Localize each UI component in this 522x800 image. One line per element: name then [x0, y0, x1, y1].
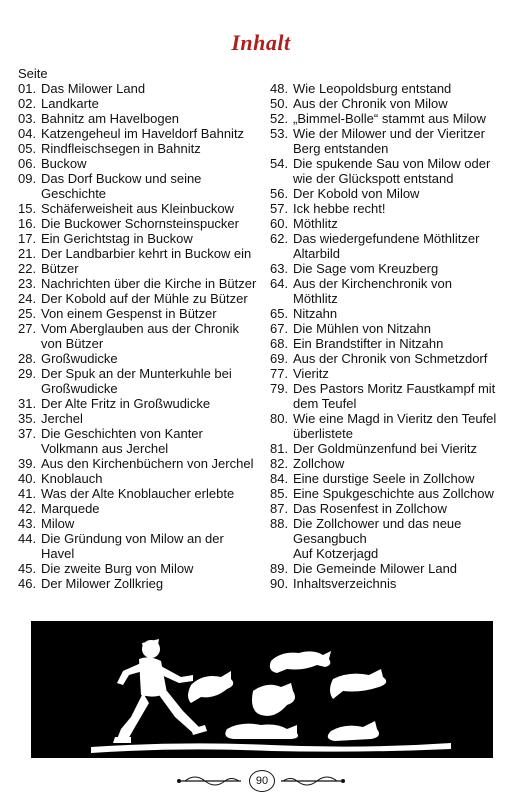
toc-entry-title [293, 321, 510, 336]
toc-entry-title [41, 576, 258, 591]
toc-entry [18, 156, 258, 171]
page-number: 90 [249, 770, 275, 792]
toc-entry [270, 366, 510, 381]
toc-entry-title [293, 156, 510, 186]
toc-entry [18, 171, 258, 201]
toc-entry [270, 516, 510, 561]
toc-entry-page: 04. [18, 126, 37, 141]
toc-entry [270, 486, 510, 501]
toc-entry [270, 156, 510, 186]
toc-entry-title [293, 111, 510, 126]
toc-entry-title-line: Inhaltsverzeichnis [293, 576, 397, 591]
toc-entry-title-line: Wie Leopoldsburg entstand [293, 81, 452, 96]
toc-entry-page: 24. [18, 291, 37, 306]
toc-entry [270, 231, 510, 261]
toc-entry [270, 501, 510, 516]
toc-entry-title-line: Der Alte Fritz in Großwudicke [41, 396, 211, 411]
illustration [31, 621, 493, 758]
toc-entry [270, 351, 510, 366]
toc-entry [18, 81, 258, 96]
toc-entry-title [41, 276, 258, 291]
toc-entry-title-line: Des Pastors Moritz Faustkampf mit [293, 381, 496, 396]
toc-entry-title-line: Aus den Kirchenbüchern von Jerchel [41, 456, 254, 471]
toc-entry-page: 85. [270, 486, 289, 501]
toc-entry-title-line: Der Milower Zollkrieg [41, 576, 164, 591]
toc-entry-title [41, 81, 258, 96]
toc-entry-page: 21. [18, 246, 37, 261]
toc-entry-title-line: Die Mühlen von Nitzahn [293, 321, 432, 336]
toc-entry [270, 561, 510, 576]
toc-entry-page: 77. [270, 366, 289, 381]
toc-entry-title-line: Aus der Chronik von Schmetzdorf [293, 351, 488, 366]
toc-entry-title [293, 81, 510, 96]
toc-entry-page: 89. [270, 561, 289, 576]
toc-entry-page: 54. [270, 156, 289, 171]
toc-entry-page: 81. [270, 441, 289, 456]
toc-entry-title-line: Die spukende Sau von Milow oder [293, 156, 491, 171]
toc-entry-page: 28. [18, 351, 37, 366]
toc-entry-title-line: Jerchel [41, 411, 83, 426]
toc-entry [18, 201, 258, 216]
toc-entry-title [41, 156, 258, 171]
toc-entry-title-line: Geschichte [41, 186, 107, 201]
toc-entry-title [293, 306, 510, 321]
toc-entry-title-line: Wie der Milower und der Vieritzer [293, 126, 485, 141]
toc-entry [18, 291, 258, 306]
toc-entry-title-line: Die Buckower Schornsteinspucker [41, 216, 239, 231]
toc-entry-title [293, 186, 510, 201]
toc-entry-page: 41. [18, 486, 37, 501]
toc-entry [270, 201, 510, 216]
toc-entry-title [293, 126, 510, 156]
toc-entry-page: 22. [18, 261, 37, 276]
toc-entry [270, 261, 510, 276]
toc-entry-title-line: Altarbild [293, 246, 340, 261]
toc-entry-title [41, 201, 258, 216]
toc-entry [18, 261, 258, 276]
toc-entry-title [293, 441, 510, 456]
toc-entry [18, 576, 258, 591]
toc-entry-title [293, 501, 510, 516]
toc-entry-title [41, 96, 258, 111]
toc-entry-title [293, 231, 510, 261]
toc-entry-page: 31. [18, 396, 37, 411]
toc-entry [18, 531, 258, 561]
toc-entry-title-line: Das Milower Land [41, 81, 146, 96]
toc-entry-title [41, 411, 258, 426]
toc-entry [270, 126, 510, 156]
toc-entry [18, 516, 258, 531]
toc-entry-title-line: Rindfleischsegen in Bahnitz [41, 141, 201, 156]
toc-entry-page: 01. [18, 81, 37, 96]
toc-entry [18, 501, 258, 516]
toc-entry-title [293, 366, 510, 381]
toc-entry-page: 39. [18, 456, 37, 471]
toc-entry [18, 411, 258, 426]
toc-entry-title-line: Das Rosenfest in Zollchow [293, 501, 447, 516]
toc-entry-page: 62. [270, 231, 289, 246]
toc-entry-page: 06. [18, 156, 37, 171]
toc-entry-title-line: Das Dorf Buckow und seine [41, 171, 202, 186]
toc-entry-title-line: Auf Kotzerjagd [293, 546, 379, 561]
toc-entry-title [293, 516, 510, 561]
toc-entry-title-line: Aus der Chronik von Milow [293, 96, 448, 111]
toc-entry-title-line: „Bimmel-Bolle“ stammt aus Milow [293, 111, 486, 126]
toc-entry-title-line: Die Zollchower und das neue [293, 516, 462, 531]
toc-entry [18, 111, 258, 126]
toc-entry-title-line: Das wiedergefundene Möthlitzer [293, 231, 480, 246]
toc-entry [270, 471, 510, 486]
toc-entry-title-line: von Bützer [41, 336, 104, 351]
seite-label: Seite [18, 66, 48, 81]
toc-entry-page: 64. [270, 276, 289, 291]
toc-entry-title-line: Vieritz [293, 366, 329, 381]
toc-entry-page: 79. [270, 381, 289, 396]
toc-entry-page: 67. [270, 321, 289, 336]
toc-entry-title-line: Bützer [41, 261, 79, 276]
toc-entry-title [293, 411, 510, 441]
toc-entry-page: 27. [18, 321, 37, 336]
toc-entry-title-line: Der Spuk an der Munterkuhle bei [41, 366, 232, 381]
toc-entry-page: 90. [270, 576, 289, 591]
toc-entry-title [293, 261, 510, 276]
toc-entry-page: 53. [270, 126, 289, 141]
toc-entry-title [41, 531, 258, 561]
toc-entry-title-line: Milow [41, 516, 75, 531]
toc-entry-page: 48. [270, 81, 289, 96]
toc-entry [270, 306, 510, 321]
toc-entry-title-line: Ein Brandstifter in Nitzahn [293, 336, 444, 351]
toc-entry-title [41, 426, 258, 456]
toc-entry-title-line: Nachrichten über die Kirche in Bützer [41, 276, 257, 291]
toc-entry-title-line: Möthlitz [293, 216, 338, 231]
toc-entry-title-line: Die zweite Burg von Milow [41, 561, 194, 576]
toc-entry [18, 141, 258, 156]
toc-entry-title-line: Die Geschichten von Kanter [41, 426, 203, 441]
toc-entry [18, 561, 258, 576]
toc-entry [18, 471, 258, 486]
toc-entry [18, 306, 258, 321]
toc-column-right [270, 81, 510, 591]
toc-entry-page: 56. [270, 186, 289, 201]
toc-entry [18, 96, 258, 111]
toc-entry [270, 111, 510, 126]
toc-entry-title-line: dem Teufel [293, 396, 357, 411]
toc-entry [18, 456, 258, 471]
toc-entry-page: 50. [270, 96, 289, 111]
page-footer-ornament [175, 770, 347, 792]
toc-entry [270, 456, 510, 471]
toc-entry-title-line: Eine durstige Seele in Zollchow [293, 471, 475, 486]
toc-entry-title-line: Vom Aberglauben aus der Chronik [41, 321, 240, 336]
toc-entry-page: 84. [270, 471, 289, 486]
cat-icon [188, 651, 386, 741]
toc-entry [18, 426, 258, 456]
toc-entry-title [41, 321, 258, 351]
toc-entry-title-line: Möthlitz [293, 291, 338, 306]
toc-entry-title-line: Eine Spukgeschichte aus Zollchow [293, 486, 494, 501]
toc-entry-title [41, 141, 258, 156]
toc-entry-title [41, 456, 258, 471]
toc-entry [270, 381, 510, 411]
toc-entry-title-line: Großwudicke [41, 381, 118, 396]
toc-entry [18, 321, 258, 351]
toc-entry-title-line: Der Kobold auf der Mühle zu Bützer [41, 291, 248, 306]
toc-entry-page: 43. [18, 516, 37, 531]
toc-entry-title [293, 216, 510, 231]
toc-entry-title-line: Die Gemeinde Milower Land [293, 561, 458, 576]
toc-entry-page: 23. [18, 276, 37, 291]
toc-entry-title [41, 366, 258, 396]
toc-entry-title [41, 111, 258, 126]
toc-entry-page: 65. [270, 306, 289, 321]
toc-entry-title-line: Volkmann aus Jerchel [41, 441, 169, 456]
toc-entry-title [293, 201, 510, 216]
toc-entry-title [41, 306, 258, 321]
toc-entry-title [41, 396, 258, 411]
toc-entry-page: 46. [18, 576, 37, 591]
toc-entry-title-line: Havel [41, 546, 75, 561]
toc-entry-page: 63. [270, 261, 289, 276]
toc-entry-title-line: Nitzahn [293, 306, 338, 321]
toc-entry-title [41, 516, 258, 531]
toc-entry-title-line: Wie eine Magd in Vieritz den Teufel [293, 411, 497, 426]
toc-entry-title-line: Knoblauch [41, 471, 103, 486]
toc-entry [18, 486, 258, 501]
toc-entry-page: 35. [18, 411, 37, 426]
toc-entry [18, 231, 258, 246]
toc-entry-title [41, 351, 258, 366]
toc-entry-page: 88. [270, 516, 289, 531]
toc-entry-title [41, 501, 258, 516]
toc-entry-page: 37. [18, 426, 37, 441]
toc-entry-page: 29. [18, 366, 37, 381]
toc-entry-page: 80. [270, 411, 289, 426]
toc-entry-title [41, 231, 258, 246]
toc-entry [270, 216, 510, 231]
toc-entry-title-line: Bahnitz am Havelbogen [41, 111, 180, 126]
toc-entry-page: 15. [18, 201, 37, 216]
toc-entry-title-line: Marquede [41, 501, 100, 516]
toc-entry-title-line: wie der Glückspott entstand [293, 171, 454, 186]
toc-entry-title-line: Was der Alte Knoblaucher erlebte [41, 486, 235, 501]
toc-entry-title [293, 276, 510, 306]
toc-entry-title [41, 261, 258, 276]
toc-entry [18, 246, 258, 261]
toc-entry-title [293, 486, 510, 501]
toc-entry-page: 40. [18, 471, 37, 486]
toc-entry-title [41, 471, 258, 486]
toc-entry [270, 576, 510, 591]
toc-entry [270, 81, 510, 96]
toc-entry-page: 87. [270, 501, 289, 516]
toc-entry-page: 16. [18, 216, 37, 231]
toc-entry-title [293, 336, 510, 351]
toc-entry-title-line: Die Gründung von Milow an der [41, 531, 224, 546]
toc-entry-title-line: Die Sage vom Kreuzberg [293, 261, 439, 276]
toc-entry-title-line: Großwudicke [41, 351, 118, 366]
toc-entry-page: 57. [270, 201, 289, 216]
toc-entry-title [293, 96, 510, 111]
toc-entry [18, 126, 258, 141]
toc-entry-page: 60. [270, 216, 289, 231]
toc-entry-title-line: Berg entstanden [293, 141, 389, 156]
toc-entry-title-line: Buckow [41, 156, 87, 171]
toc-entry-page: 44. [18, 531, 37, 546]
toc-entry-title-line: Von einem Gespenst in Bützer [41, 306, 217, 321]
toc-entry-page: 03. [18, 111, 37, 126]
toc-entry [270, 186, 510, 201]
toc-entry [270, 441, 510, 456]
toc-entry-title [41, 126, 258, 141]
toc-entry-title-line: überlistete [293, 426, 353, 441]
toc-entry-title-line: Der Landbarbier kehrt in Buckow ein [41, 246, 252, 261]
toc-entry [270, 336, 510, 351]
toc-entry-title [293, 471, 510, 486]
toc-entry [270, 411, 510, 441]
toc-entry-page: 45. [18, 561, 37, 576]
toc-entry-title [293, 381, 510, 411]
toc-entry-page: 09. [18, 171, 37, 186]
toc-entry-title-line: Aus der Kirchenchronik von [293, 276, 452, 291]
toc-entry [18, 276, 258, 291]
toc-column-left [18, 81, 258, 591]
toc-entry-title-line: Ein Gerichtstag in Buckow [41, 231, 193, 246]
toc-entry-title-line: Katzengeheul im Haveldorf Bahnitz [41, 126, 245, 141]
toc-entry-title [41, 171, 258, 201]
toc-entry-page: 68. [270, 336, 289, 351]
toc-entry-title-line: Schäferweisheit aus Kleinbuckow [41, 201, 234, 216]
toc-entry-title-line: Gesangbuch [293, 531, 367, 546]
toc-entry-title [41, 291, 258, 306]
toc-entry [18, 351, 258, 366]
toc-entry-title [293, 351, 510, 366]
toc-entry-page: 52. [270, 111, 289, 126]
toc-entry-page: 69. [270, 351, 289, 366]
toc-entry [18, 396, 258, 411]
toc-entry [18, 366, 258, 396]
toc-entry-page: 82. [270, 456, 289, 471]
toc-entry-title-line: Landkarte [41, 96, 99, 111]
toc-entry-page: 17. [18, 231, 37, 246]
toc-entry [270, 321, 510, 336]
toc-entry [18, 216, 258, 231]
toc-entry-page: 42. [18, 501, 37, 516]
toc-entry-page: 05. [18, 141, 37, 156]
toc-entry-title [41, 486, 258, 501]
toc-entry-title-line: Ick hebbe recht! [293, 201, 386, 216]
toc-entry-title [293, 576, 510, 591]
toc-entry-title [41, 246, 258, 261]
toc-entry [270, 96, 510, 111]
page-title: Inhalt [231, 30, 291, 55]
toc-entry-title [41, 561, 258, 576]
toc-entry-title-line: Der Goldmünzenfund bei Vieritz [293, 441, 478, 456]
toc-entry-page: 25. [18, 306, 37, 321]
toc-entry-title [293, 456, 510, 471]
toc-entry-title-line: Zollchow [293, 456, 345, 471]
toc-entry-title [293, 561, 510, 576]
toc-entry-page: 02. [18, 96, 37, 111]
toc-entry-title-line: Der Kobold von Milow [293, 186, 420, 201]
toc-entry [270, 276, 510, 306]
toc-entry-title [41, 216, 258, 231]
